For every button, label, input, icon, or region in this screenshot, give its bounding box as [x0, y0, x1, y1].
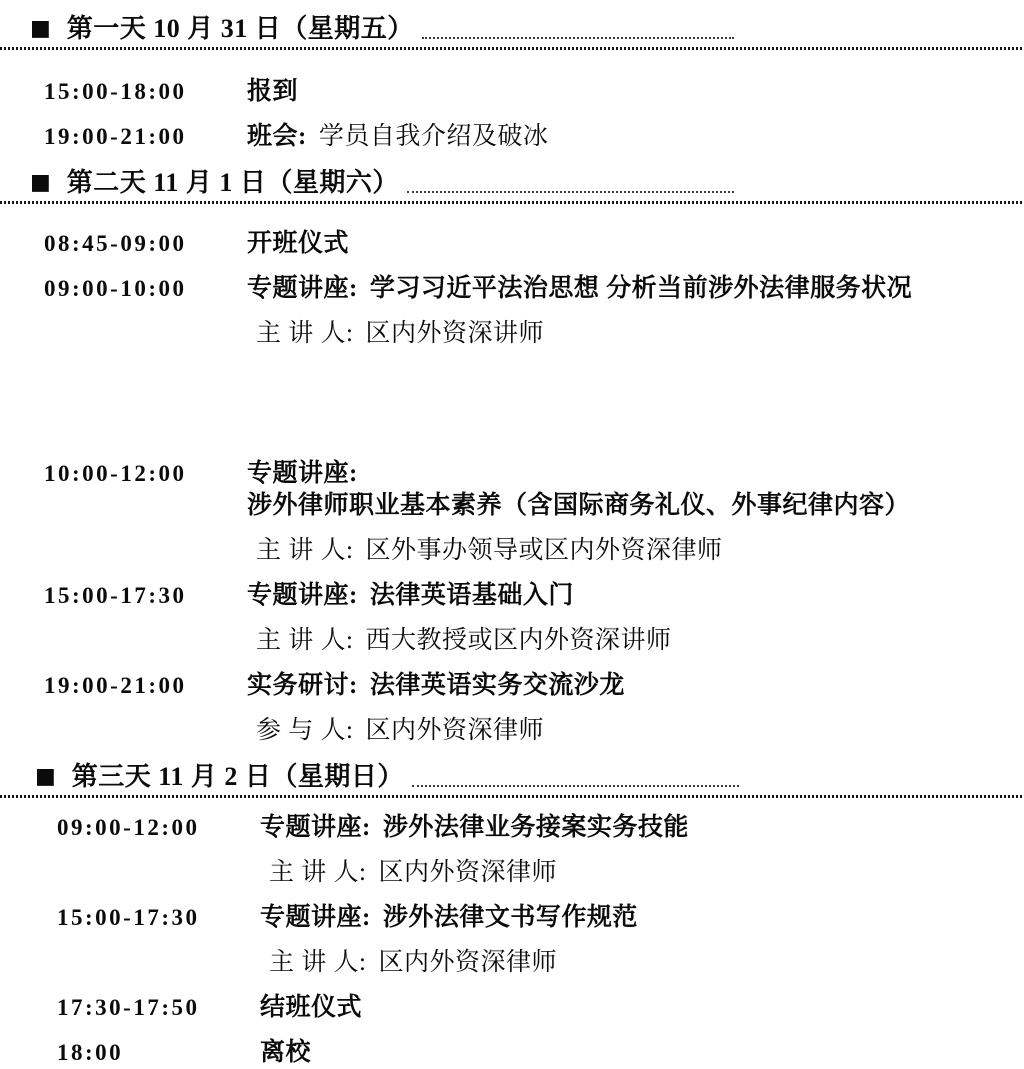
activity-label: 开班仪式 — [247, 230, 350, 257]
activity-label: 结班仪式 — [260, 994, 363, 1021]
speaker-role-label: 主 讲 人: — [256, 627, 354, 654]
activity-label: 实务研讨: — [247, 672, 358, 699]
time-cell: 15:00-18:00 — [44, 79, 187, 104]
day-title: 第三天 11 月 2 日（星期日） — [71, 762, 404, 791]
activity-text: 法律英语基础入门 — [369, 582, 574, 609]
speaker-row — [44, 535, 1024, 567]
activity-text: 法律英语实务交流沙龙 — [369, 672, 625, 699]
schedule-row — [44, 670, 1024, 702]
speaker-name: 区内外资深律师 — [378, 859, 557, 886]
activity-cell — [247, 318, 544, 350]
time-cell: 19:00-21:00 — [44, 673, 187, 698]
day-bullet-square-icon: ■ — [30, 16, 51, 41]
schedule-row — [57, 902, 1024, 934]
activity-cell — [260, 1037, 323, 1069]
schedule-row — [57, 1037, 1024, 1069]
activity-text: 学员自我介绍及破冰 — [318, 123, 549, 150]
activity-label: 专题讲座: — [260, 904, 371, 931]
activity-cell — [247, 273, 912, 305]
speaker-row — [57, 947, 1024, 979]
schedule-row — [44, 76, 1024, 108]
activity-cell — [260, 947, 557, 979]
time-cell: 09:00-10:00 — [44, 276, 187, 301]
day-title: 第一天 10 月 31 日（星期五） — [66, 14, 414, 43]
speaker-name: 区内外资深律师 — [365, 717, 544, 744]
day-bullet-square-icon: ■ — [35, 764, 56, 789]
time-cell: 17:30-17:50 — [57, 995, 200, 1020]
activity-cell — [247, 715, 544, 747]
speaker-row — [44, 318, 1024, 350]
activity-label: 离校 — [260, 1039, 312, 1066]
time-cell: 19:00-21:00 — [44, 124, 187, 149]
day-body — [0, 50, 1024, 153]
speaker-role-label: 主 讲 人: — [256, 537, 354, 564]
day-bullet-square-icon: ■ — [30, 170, 51, 195]
dotted-leader-line — [422, 37, 734, 39]
activity-cell — [247, 625, 671, 657]
schedule-row — [44, 228, 1024, 260]
activity-cell — [247, 121, 548, 153]
time-cell: 15:00-17:30 — [44, 583, 187, 608]
time-cell: 18:00 — [57, 1040, 124, 1065]
speaker-name: 西大教授或区内外资深讲师 — [365, 627, 672, 654]
day-header — [30, 12, 734, 46]
day-section — [0, 166, 1024, 747]
speaker-name: 区外事办领导或区内外资深律师 — [365, 537, 723, 564]
schedule-row — [57, 992, 1024, 1024]
activity-cell — [247, 670, 625, 702]
day-header — [30, 166, 734, 200]
activity-cell — [260, 902, 638, 934]
speaker-role-label: 参 与 人: — [256, 717, 354, 744]
schedule-row — [44, 580, 1024, 612]
speaker-row — [57, 857, 1024, 889]
activity-label: 报到 — [247, 78, 299, 105]
speaker-row — [44, 625, 1024, 657]
time-cell: 08:45-09:00 — [44, 231, 187, 256]
activity-cell — [247, 535, 722, 567]
activity-cell — [247, 228, 361, 260]
time-cell: 10:00-12:00 — [44, 461, 187, 486]
schedule-row — [57, 812, 1024, 844]
speaker-role-label: 主 讲 人: — [256, 320, 354, 347]
page-break-gap — [44, 363, 1024, 458]
schedule-row — [44, 121, 1024, 153]
day-title: 第二天 11 月 1 日（星期六） — [66, 168, 399, 197]
day-header — [35, 760, 739, 794]
speaker-name: 区内外资深讲师 — [365, 320, 544, 347]
activity-text: 学习习近平法治思想 分析当前涉外法律服务状况 — [369, 275, 913, 302]
speaker-row — [44, 715, 1024, 747]
activity-text: 涉外律师职业基本素养（含国际商务礼仪、外事纪律内容） — [247, 492, 911, 519]
activity-cell — [260, 857, 557, 889]
day-section — [0, 12, 1024, 153]
activity-cell — [247, 580, 574, 612]
activity-cell — [247, 76, 310, 108]
day-body — [0, 204, 1024, 747]
schedule-row — [44, 273, 1024, 305]
activity-cell — [260, 992, 374, 1024]
dotted-leader-line — [407, 191, 734, 193]
speaker-role-label: 主 讲 人: — [269, 859, 367, 886]
activity-label: 班会: — [247, 123, 307, 150]
activity-label: 专题讲座: — [260, 814, 371, 841]
dotted-leader-line — [412, 785, 739, 787]
activity-cell — [260, 812, 689, 844]
activity-label: 专题讲座: — [247, 460, 358, 487]
activity-label: 专题讲座: — [247, 275, 358, 302]
day-body — [0, 798, 1024, 1069]
activity-text: 涉外法律文书写作规范 — [382, 904, 638, 931]
time-cell: 15:00-17:30 — [57, 905, 200, 930]
activity-cell — [247, 458, 1024, 522]
activity-text: 涉外法律业务接案实务技能 — [382, 814, 689, 841]
speaker-name: 区内外资深律师 — [378, 949, 557, 976]
schedule-row — [44, 458, 1024, 522]
time-cell: 09:00-12:00 — [57, 815, 200, 840]
speaker-role-label: 主 讲 人: — [269, 949, 367, 976]
day-section — [0, 760, 1024, 1069]
activity-label: 专题讲座: — [247, 582, 358, 609]
